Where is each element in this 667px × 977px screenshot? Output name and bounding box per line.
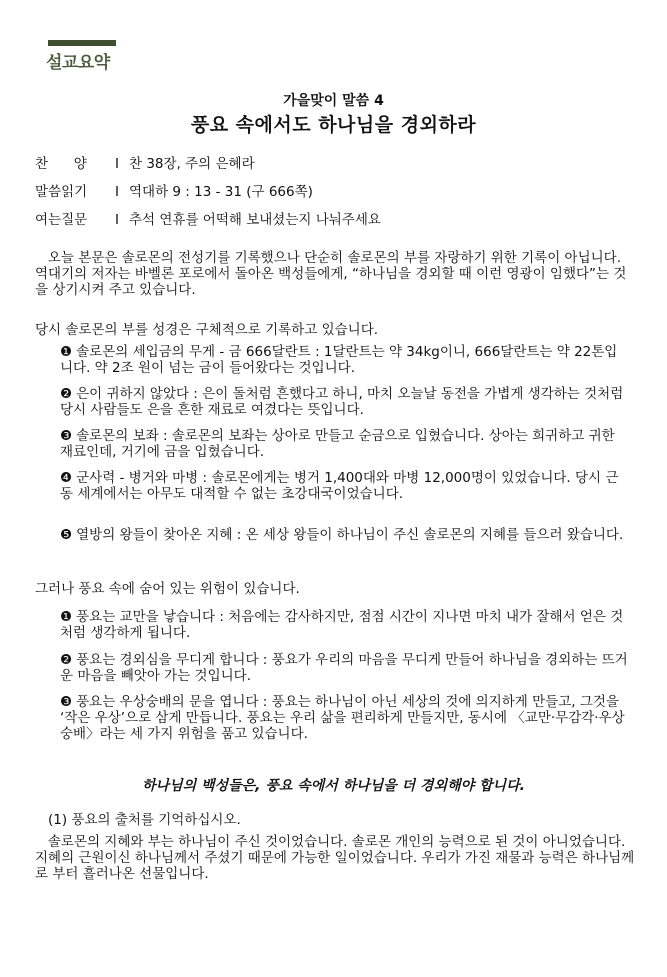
sermon-title: 풍요 속에서도 하나님을 경외하라 xyxy=(190,114,477,136)
number-marker: ❷ xyxy=(60,652,73,668)
meta-question xyxy=(35,208,381,228)
meta-label: 말씀읽기 xyxy=(35,184,88,200)
meta-separator: I xyxy=(115,212,119,228)
point1-body: 솔로몬의 지혜와 부는 하나님이 주신 것이었습니다. 솔로몬 개인의 능력으로 된 것이 아니었습니다. 지혜의 근원이신 하나님께서 주셨기 때문에 가능한 일이었습니다. 우리가 가진 재물과 능력은 하나님께로 부터 흘러나온 선물입니다. xyxy=(35,834,635,882)
meta-label: 찬 양 xyxy=(35,156,87,172)
item-text: 풍요는 우상숭배의 문을 엽니다 : 풍요는 하나님이 아닌 세상의 것에 의지하게 만들고, 그것을 ‘작은 우상’으로 삼게 만듭니다. 풍요는 우리 삶을 편리하게 만들지만, 동시에 〈교만·무감각·우상숭배〉라는 세 가지 위험을 품고 있습니다. xyxy=(60,694,625,742)
number-marker: ❺ xyxy=(60,527,73,543)
section2-item-2 xyxy=(60,652,630,684)
meta-reading xyxy=(35,180,313,200)
number-marker: ❷ xyxy=(60,386,73,402)
item-text: 열방의 왕들이 찾아온 지혜 : 온 세상 왕들이 하나님이 주신 솔로몬의 지혜를 들으러 왔습니다. xyxy=(76,527,624,543)
point1-heading: (1) 풍요의 출처를 기억하십시오. xyxy=(48,812,241,828)
section2-heading: 그러나 풍요 속에 숨어 있는 위험이 있습니다. xyxy=(35,581,300,597)
section1-item-2 xyxy=(60,386,630,418)
number-marker: ❹ xyxy=(60,470,73,486)
meta-value: 추석 연휴를 어떡해 보내셨는지 나눠주세요 xyxy=(129,212,381,228)
meta-label: 여는질문 xyxy=(35,212,88,228)
number-marker: ❸ xyxy=(60,428,73,444)
meta-separator: I xyxy=(115,184,119,200)
badge-bar xyxy=(48,40,116,46)
section1-item-1 xyxy=(60,344,630,376)
item-text: 솔로몬의 세입금의 무게 - 금 666달란트 : 1달란트는 약 34kg이니, 666달란트는 약 22톤입니다. 약 2조 원이 넘는 금이 들어왔다는 것입니다. xyxy=(60,344,618,376)
section1-item-3 xyxy=(60,428,630,460)
meta-separator: I xyxy=(115,156,119,172)
intro-paragraph: 오늘 본문은 솔로몬의 전성기를 기록했으나 단순히 솔로몬의 부를 자랑하기 위한 기록이 아닙니다. 역대기의 저자는 바벨론 포로에서 돌아온 백성들에게, “하나님을 경외할 때 이런 영광이 임했다”는 것을 상기시켜 주고 있습니다. xyxy=(35,250,627,298)
section2-item-1 xyxy=(60,609,630,641)
section1-heading: 당시 솔로몬의 부를 성경은 구체적으로 기록하고 있습니다. xyxy=(35,322,379,338)
meta-hymn xyxy=(35,152,255,172)
section1-item-4 xyxy=(60,470,630,502)
emphasis-statement: 하나님의 백성들은, 풍요 속에서 하나님을 더 경외해야 합니다. xyxy=(142,778,525,794)
item-text: 군사력 - 병거와 마병 : 솔로몬에게는 병거 1,400대와 마병 12,000명이 있었습니다. 당시 근동 세계에서는 아무도 대적할 수 없는 초강대국이었습니다. xyxy=(60,470,619,502)
item-text: 은이 귀하지 않았다 : 은이 돌처럼 흔했다고 하니, 마치 오늘날 동전을 가볍게 생각하는 것처럼 당시 사람들도 은을 흔한 재료로 여겼다는 뜻입니다. xyxy=(60,386,624,418)
section2-item-3 xyxy=(60,694,630,742)
number-marker: ❸ xyxy=(60,694,73,710)
item-text: 풍요는 교만을 낳습니다 : 처음에는 감사하지만, 점점 시간이 지나면 마치 내가 잘해서 얻은 것처럼 생각하게 됩니다. xyxy=(60,609,624,641)
item-text: 풍요는 경외심을 무디게 합니다 : 풍요가 우리의 마음을 무디게 만들어 하나님을 경외하는 뜨거운 마음을 빼앗아 가는 것입니다. xyxy=(60,652,628,684)
section1-item-5 xyxy=(60,527,630,543)
series-label: 가을맞이 말씀 4 xyxy=(283,93,384,109)
item-text: 솔로몬의 보좌 : 솔로몬의 보좌는 상아로 만들고 순금으로 입혔습니다. 상아는 희귀하고 귀한 재료인데, 거기에 금을 입혔습니다. xyxy=(60,428,615,460)
badge-label: 설교요약 xyxy=(46,53,110,73)
meta-value: 역대하 9 : 13 - 31 (구 666쪽) xyxy=(129,184,313,200)
meta-value: 찬 38장, 주의 은혜라 xyxy=(129,156,255,172)
number-marker: ❶ xyxy=(60,344,73,360)
number-marker: ❶ xyxy=(60,609,73,625)
